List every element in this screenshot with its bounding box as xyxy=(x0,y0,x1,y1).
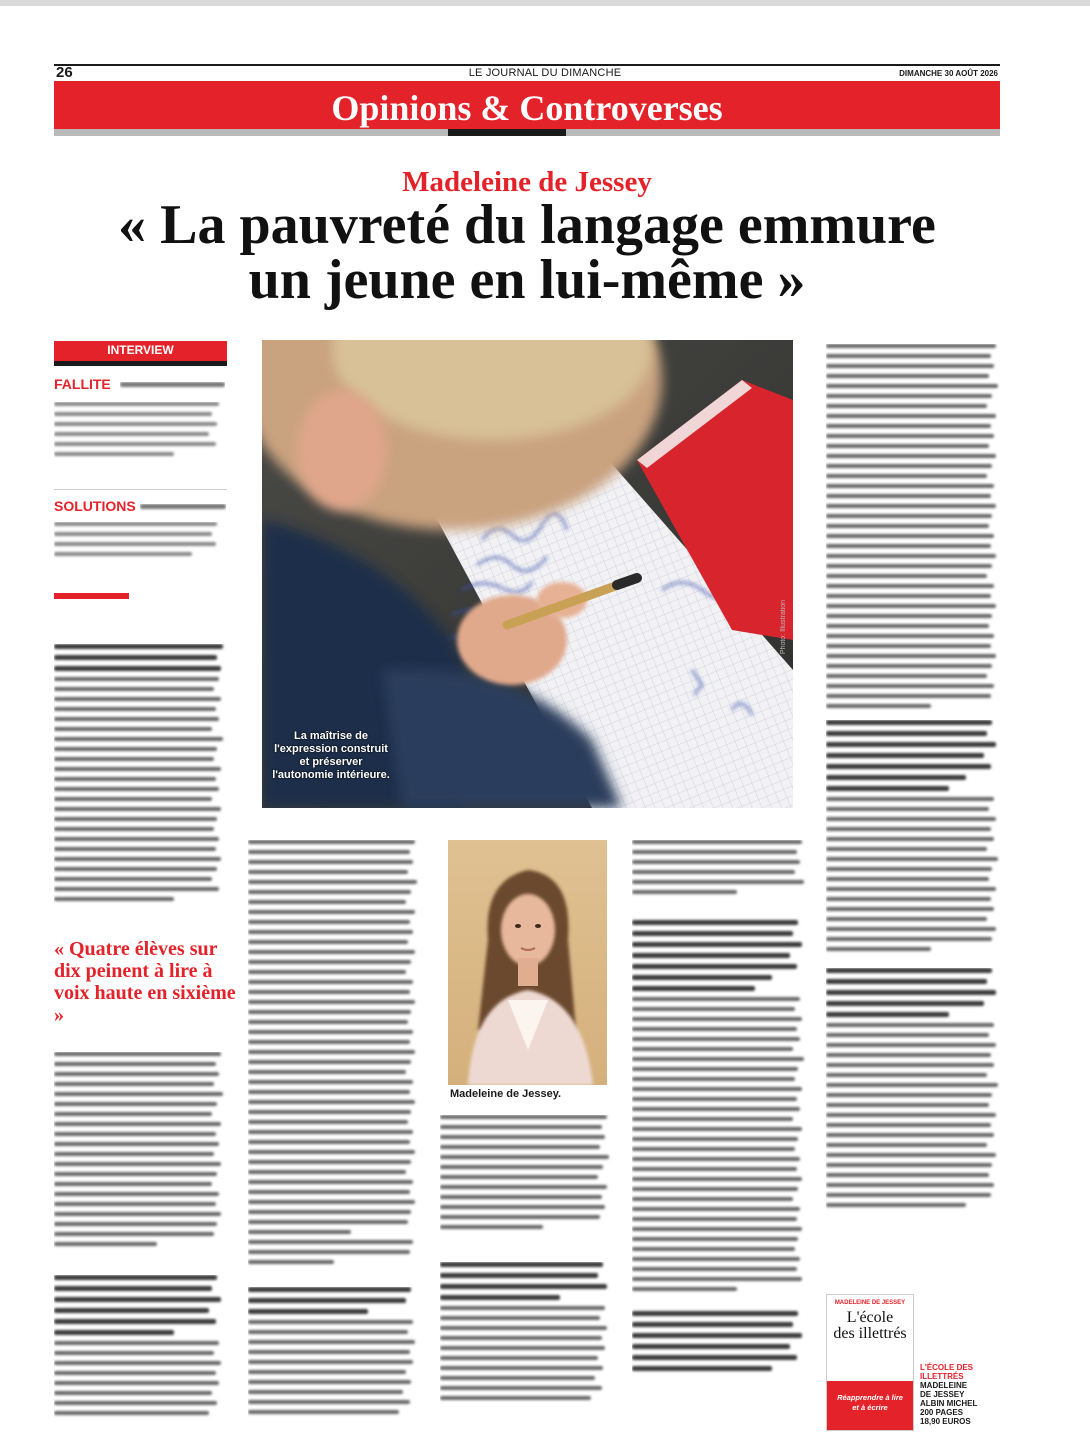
headline xyxy=(60,194,994,311)
issue-date: DIMANCHE 30 AOÛT 2026 xyxy=(899,69,998,78)
column-3-lower-text-2 xyxy=(440,1262,612,1422)
sidebar-separator xyxy=(54,489,227,490)
photo-caption: La maîtrise de l'expression construit et préserver l'autonomie intérieure. xyxy=(272,730,390,781)
column-1-text-top xyxy=(54,644,226,919)
keyword-fallite: FALLITE xyxy=(54,376,111,392)
photo-credit: Photo: Illustration xyxy=(780,600,787,655)
book-info-title-2: ILLETTRÉS xyxy=(920,1372,964,1381)
interview-tag-label: INTERVIEW xyxy=(107,343,174,357)
top-edge xyxy=(0,0,1090,6)
section-band xyxy=(54,81,1000,129)
book-info-publisher: ALBIN MICHEL xyxy=(920,1399,978,1408)
solutions-blur-start xyxy=(140,504,226,515)
book-cover-band xyxy=(827,1381,913,1430)
section-title: Opinions & Controverses xyxy=(331,88,723,128)
book-cover-tagline: Réapprendre à lire et à écrire xyxy=(837,1393,903,1412)
column-2-text xyxy=(248,840,420,1270)
headline-line-1: « La pauvreté du langage emmure xyxy=(118,194,936,256)
book-info-author-1: MADELEINE xyxy=(920,1381,968,1390)
portrait-caption: Madeleine de Jessey. xyxy=(450,1088,562,1100)
keyword-solutions: SOLUTIONS xyxy=(54,498,136,514)
book-info-title-1: L'ÉCOLE DES xyxy=(920,1363,974,1372)
book-info-pages: 200 PAGES xyxy=(920,1408,963,1417)
fallite-blur-text xyxy=(54,402,226,462)
section-underline-accent xyxy=(448,129,566,136)
journal-name: LE JOURNAL DU DIMANCHE xyxy=(468,67,622,79)
solutions-blur-text xyxy=(54,522,226,562)
sidebar-red-bar xyxy=(54,593,129,599)
column-5-text-middle xyxy=(826,720,1001,960)
page-number: 26 xyxy=(56,64,73,81)
column-4-text xyxy=(632,840,807,1420)
woman-portrait-illustration xyxy=(448,840,607,1085)
book-info-author-2: DE JESSEY xyxy=(920,1390,965,1399)
book-cover-author: MADELEINE DE JESSEY xyxy=(834,1300,906,1306)
book-cover xyxy=(826,1294,914,1431)
book-cover-title-line-1: L'école xyxy=(846,1309,894,1326)
book-cover-title-line-2: des illettrés xyxy=(833,1325,907,1342)
fallite-blur-start xyxy=(120,382,225,393)
header-rule xyxy=(54,64,1000,66)
pull-quote: « Quatre élèves sur dix peinent à lire à voix haute en sixième » xyxy=(54,938,236,1026)
column-2-text-bottom xyxy=(248,1287,420,1425)
column-5-text-bottom xyxy=(826,968,1001,1233)
column-3-lower-text xyxy=(440,1115,612,1245)
article-author: Madeleine de Jessey xyxy=(402,166,652,198)
headline-line-2: un jeune en lui-même » xyxy=(248,249,806,311)
column-1-text-middle xyxy=(54,1052,226,1262)
book-info-price: 18,90 EUROS xyxy=(920,1417,971,1426)
author-portrait xyxy=(448,840,607,1085)
book-cover-title xyxy=(827,1310,913,1342)
main-photo xyxy=(262,340,793,808)
book-info xyxy=(920,1363,977,1426)
column-1-text-bottom xyxy=(54,1275,226,1425)
column-5-text-top xyxy=(826,344,1001,724)
interview-tag xyxy=(54,341,227,366)
